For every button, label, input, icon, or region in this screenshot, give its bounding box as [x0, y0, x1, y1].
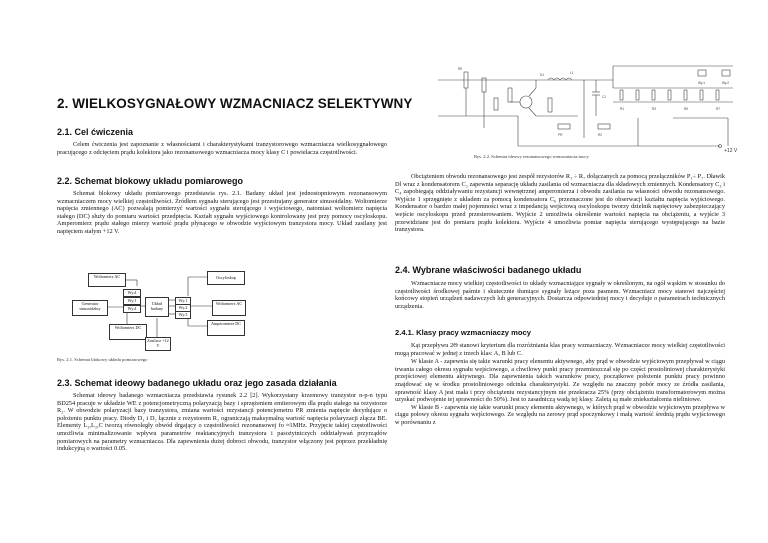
section-2-4-title: 2.4. Wybrane właściwości badanego układu [395, 265, 582, 275]
port-wy4-a: Wy.4 [123, 289, 141, 297]
svg-text:Wy.2: Wy.2 [722, 81, 729, 85]
device-under-test: Układ badany [145, 297, 169, 317]
section-2-4-1-body [395, 342, 725, 427]
svg-text:R7: R7 [716, 107, 721, 111]
supply-label: +12 V [724, 148, 738, 154]
voltmeter-ac-top: Woltomierz AC [88, 273, 126, 287]
section-2-1-body [57, 141, 387, 156]
svg-text:R5: R5 [458, 67, 463, 71]
classes-paragraph-3: W klasie B - zapewnia się takie warunki pracy elementu aktywnego, w których prąd w obwodzie wyjściowym przepływa w ciągu połowy okresu sygnału wejściowego. Ze względu na zerowy prąd spoczynkowy i małą wartość średnią prądu wyjściowego w porównaniu z [395, 403, 725, 426]
chapter-title: 2. WIELKOSYGNAŁOWY WZMACNIACZ SELEKTYWNY [57, 96, 413, 111]
section-2-4-1-title: 2.4.1. Klasy pracy wzmacniaczy mocy [395, 328, 531, 337]
section-2-4-text: Wzmacniacze mocy wielkiej częstotliwości to układy wzmacniające sygnały w określonym, na ogół wąskim w stosunku do częstotliwości środkowej paśmie i skutecznie tłumiące sygnały leżące poza pasmem. Wzmacniacz mocy stanowi najczęściej końcowy stopień urządzeń nadawczych lub generacyjnych. Dostarcza odpowiedniej mocy i decyduje o parametrach technicznych urządzenia. [395, 280, 725, 310]
port-wy3: Wy.3 [175, 311, 191, 319]
port-wy2: Wy.2 [175, 304, 191, 312]
classes-paragraph-2: W klasie A - zapewnia się takie warunki pracy elementu aktywnego, aby prąd w obwodzie wyjściowym przepływał w ciągu trwania całego okresu sygnału wejściowego, a chwilowy punkt pracy przemieszczał się po części prostoliniowej charakterystyki przejściowej elementu aktywnego. Dla zapewnienia takich warunków pracy, początkowe położenie punktu pracy powinno znajdować się w środku prostoliniowego odcinka charakterystyki. Ze względu na znaczny pobór mocy ze źródła zasilania, sprawność klasy A jest mała i przy obciążeniu rezystancyjnym nie przekracza 25% (przy obciążeniu transformatorowym można uzyskać podwojenie tej sprawności do 50%). Jest to zasadniczą wadą tej klasy. Zaletą są małe zniekształcenia nieliniowe. [395, 358, 725, 404]
power-supply: Zasilacz +12 V [145, 337, 171, 351]
port-wy1-a: Wy.1 [123, 297, 141, 305]
right-intro-text: Obciążeniem obwodu rezonansowego jest zespół rezystorów R₁ ÷ R₇ dołączanych za pomocą przełączników P₁÷ P₇. Dławik Dl wraz z kondensatorem C₂ zapewnia separację układu zasilania od wzmacniacza dla składowych zmiennych. Kondensatory C₃ i C₄ zapobiegają oddziaływaniu rezystancji wewnętrznej amperomierza i obwodu zasilania na własności obwodu rezonansowego. Wyjście 1 sprzęgnięte z układem za pomocą kondensatora C₆ przeznaczone jest do obserwacji kształtu napięcia wyjściowego. Kondensator o bardzo małej pojemności wraz z impedancją wejściową oscyloskopu tworzy dzielnik napięciowy zabezpieczający wejście oscyloskopu przed przesterowaniem. Wyjście 2 umożliwia określenie wartości napięcia na obciążeniu, a wyjście 3 przewidziane jest do pomiaru prądu kolektora. Wyjście 4 umożliwia pomiar napięcia sterującego występującego na bazie tranzystora. [395, 173, 725, 234]
classes-paragraph-1: Kąt przepływu 2Θ stanowi kryterium dla rozróżniania klas pracy wzmacniaczy. Wzmacniacze mocy wielkiej częstotliwości mogą pracować w jednej z trzech klas: A, B lub C. [395, 342, 725, 357]
port-wy4-b: Wy.4 [123, 305, 141, 313]
voltmeter-ac-right: Woltomierz AC [212, 300, 246, 316]
figure-2-1-caption: Rys. 2.1. Schemat blokowy układu pomiarowego [57, 357, 148, 362]
svg-text:L1: L1 [570, 71, 574, 75]
svg-text:R2: R2 [598, 133, 603, 137]
section-2-3-body [57, 392, 387, 453]
ammeter-dc: Amperomierz DC [207, 320, 245, 336]
voltmeter-dc: Woltomierz DC [109, 324, 147, 340]
generator-block: Generator sinusoidalny [72, 300, 108, 316]
svg-text:D1: D1 [540, 73, 545, 77]
section-2-3-text: Schemat ideowy badanego wzmacniacza przedstawia rysunek 2.2 [2]. Wykorzystany krzemowy tranzystor n-p-n typu BD254 pracuje w układzie WE z potencjometryczną polaryzacją bazy i sprzężeniem emiterowym dla prądu stałego na rezystorze R₂. W obwodzie polaryzacji bazy tranzystora, zmiana wartości rezystancji potencjometru PR zmienia napięcie decydujące o położeniu punktu pracy. Diody D₁ i D₂ łącznie z rezystorem R₂ ograniczają maksymalną wartość napięcia polaryzacji złącza BE. Elementy L₁,L₂,C tworzą równoległy obwód drgający o częstotliwości rezonansowej fo ≈1MHz. Przyjęcie takiej częstotliwości umożliwia minimalizowanie wpływu parametrów reaktancyjnych tranzystora i pasożytniczych oddziaływań przyrządów pomiarowych na parametry wzmacniacza. Dla zapewnienia dużej dobroci obwodu, tranzystor włączony jest poprzez przekładnię indukcyjną o wartości 0.05. [57, 392, 387, 453]
section-2-2-title: 2.2. Schemat blokowy układu pomiarowego [57, 176, 244, 186]
oscilloscope-block: Oscyloskop [207, 271, 245, 285]
figure-2-2-caption: Rys. 2.2. Schemat ideowy rezonansowego wzmacniacza mocy [474, 154, 589, 159]
svg-text:C1: C1 [602, 95, 607, 99]
svg-text:Wy.1: Wy.1 [698, 81, 705, 85]
right-column-intro [395, 173, 725, 234]
section-2-2-body [57, 190, 387, 236]
section-2-3-title: 2.3. Schemat ideowy badanego układu oraz jego zasada działania [57, 378, 337, 388]
svg-text:R1: R1 [620, 107, 625, 111]
circuit-schematic [398, 58, 748, 158]
port-wy1-b: Wy.1 [175, 297, 191, 305]
block-diagram [57, 270, 297, 350]
svg-text:R3: R3 [652, 107, 657, 111]
section-2-4-body [395, 280, 725, 310]
svg-text:R5: R5 [684, 107, 689, 111]
svg-text:PR: PR [558, 133, 563, 137]
section-2-2-text: Schemat blokowy układu pomiarowego przedstawia rys. 2.1. Badany układ jest jednostopniowym rezonansowym wzmacniaczem mocy wielkiej częstotliwości. Źródłem sygnału sterującego jest przestrajany generator sinusoidalny. Woltomierze napięcia zmiennego (AC) pozwalają pomierzyć wartości sygnału sterującego i wyjściowego, natomiast woltomierz napięcia stałego (DC) służy do pomiaru wartości przedpięcia. Kształt sygnału wyjściowego kontrolowany jest przy pomocy oscyloskopu. Amperomierz prądu stałego mierzy wartość prądu płynącego w obwodzie wyjściowym tranzystora mocy. Układ zasilany jest napięciem stałym +12 V. [57, 190, 387, 235]
section-2-1-title: 2.1. Cel ćwiczenia [57, 127, 134, 137]
section-2-1-text: Celem ćwiczenia jest zapoznanie z własnościami i charakterystykami tranzystorowego wzmacniacza wielkosygnałowego pracującego z odcięciem prądu kolektora jako rezonansowego wzmacniacza mocy klasy C i powielacza częstotliwości. [57, 141, 387, 156]
